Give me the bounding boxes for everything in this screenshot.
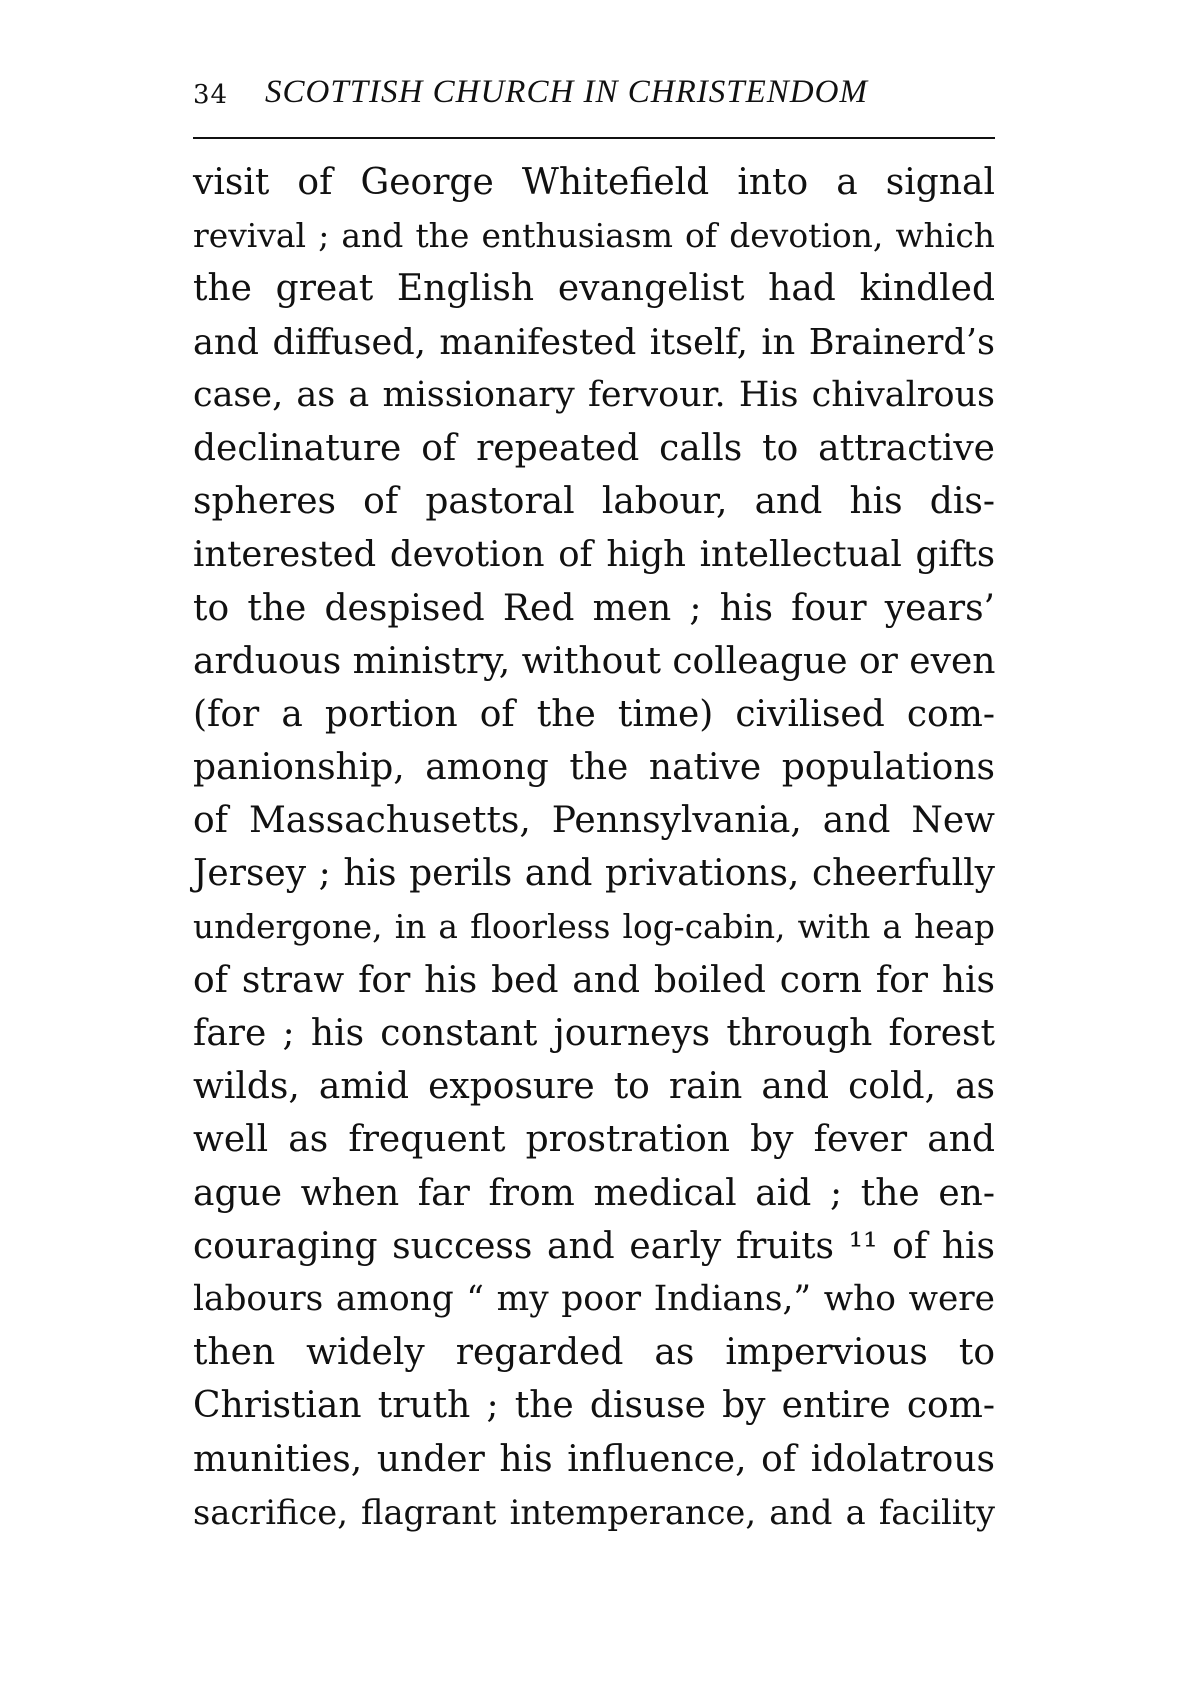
text-line: panionship, among the native populations — [193, 747, 995, 789]
text-line: ague when far from medical aid ; the en- — [193, 1172, 995, 1214]
text-line: then widely regarded as impervious to — [193, 1332, 995, 1374]
text-line: and diffused, manifested itself, in Brainerd’s — [193, 321, 995, 363]
text-line: fare ; his constant journeys through forest — [193, 1013, 995, 1054]
text-line: sacrifice, flagrant intemperance, and a facility — [193, 1492, 995, 1532]
text-line: Christian truth ; the disuse by entire com- — [193, 1385, 995, 1427]
text-line: visit of George Whitefield into a signal — [193, 162, 995, 203]
text-line: to the despised Red men ; his four years’ — [193, 587, 995, 629]
text-line: revival ; and the enthusiasm of devotion, which — [193, 216, 995, 256]
running-title: SCOTTISH CHURCH IN CHRISTENDOM — [265, 74, 868, 110]
text-line: undergone, in a floorless log-cabin, with a heap — [193, 907, 995, 946]
body-text — [193, 156, 995, 1539]
text-line: well as frequent prostration by fever and — [193, 1119, 995, 1161]
header-rule — [193, 137, 995, 139]
text-line: couraging success and early fruits ¹¹ of his — [193, 1225, 995, 1267]
page-number: 34 — [193, 80, 229, 110]
text-line: the great English evangelist had kindled — [193, 268, 995, 310]
text-line: labours among “ my poor Indians,” who were — [193, 1278, 995, 1319]
text-line: case, as a missionary fervour. His chivalrous — [193, 374, 995, 415]
text-line: Jersey ; his perils and privations, cheerfully — [193, 853, 995, 895]
text-line: interested devotion of high intellectual gifts — [193, 534, 995, 576]
text-line: arduous ministry, without colleague or even — [193, 640, 996, 682]
running-head — [193, 72, 995, 122]
text-line: of Massachusetts, Pennsylvania, and New — [193, 800, 995, 842]
text-line: munities, under his influence, of idolatrous — [193, 1438, 995, 1480]
text-line: of straw for his bed and boiled corn for his — [193, 959, 995, 1001]
text-line: (for a portion of the time) civilised com- — [193, 693, 995, 735]
text-line: spheres of pastoral labour, and his dis- — [193, 481, 995, 523]
text-line: declinature of repeated calls to attractive — [193, 427, 995, 469]
text-line: wilds, amid exposure to rain and cold, as — [193, 1066, 995, 1108]
